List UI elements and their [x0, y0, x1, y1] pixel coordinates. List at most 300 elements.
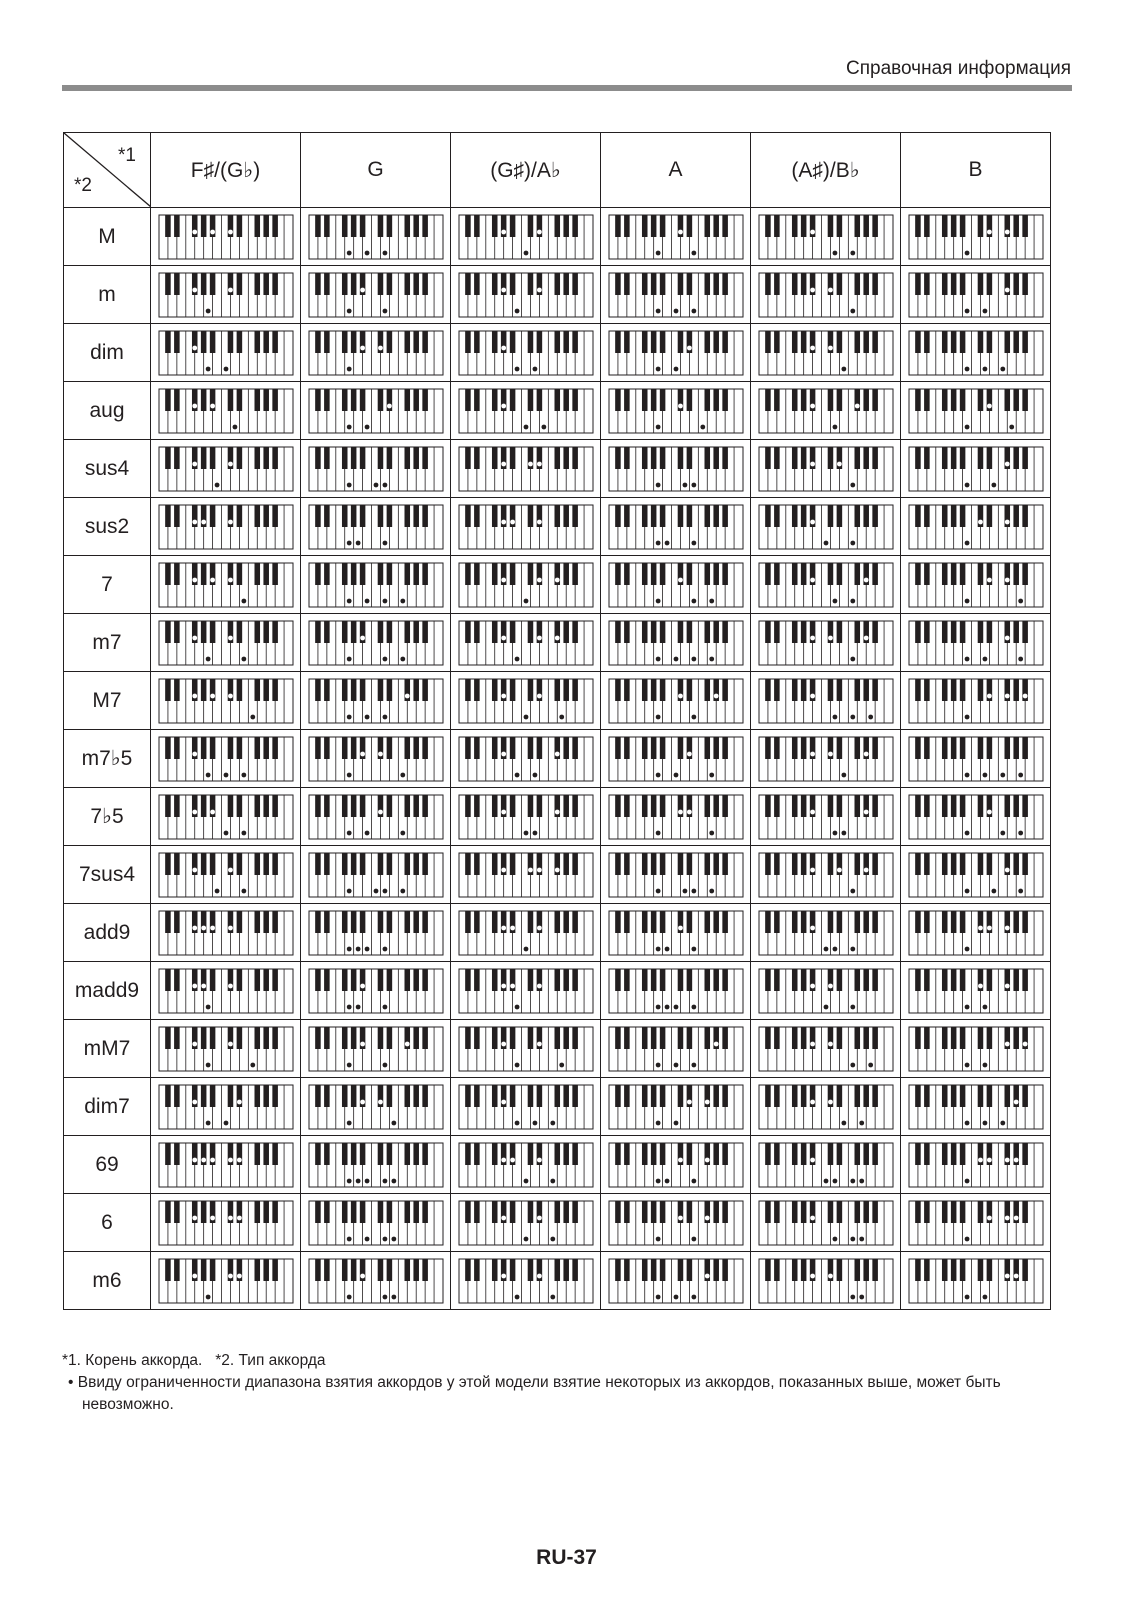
pressed-key-dot — [655, 946, 660, 951]
pressed-key-dot — [828, 751, 833, 756]
pressed-key-dot — [192, 345, 197, 350]
pressed-key-dot — [532, 830, 537, 835]
chord-diagram-cell — [901, 962, 1051, 1020]
chord-type-label: m7♭5 — [64, 730, 151, 788]
chord-diagram-cell — [301, 788, 451, 846]
pressed-key-dot — [678, 577, 683, 582]
keyboard-diagram — [908, 504, 1044, 550]
chord-diagram-cell — [901, 1252, 1051, 1310]
pressed-key-dot — [523, 714, 528, 719]
pressed-key-dot — [964, 830, 969, 835]
pressed-key-dot — [501, 1099, 506, 1104]
pressed-key-dot — [828, 287, 833, 292]
pressed-key-dot — [382, 308, 387, 313]
chord-diagram-cell — [301, 1136, 451, 1194]
keyboard-diagram — [458, 620, 594, 666]
keyboard-diagram — [608, 620, 744, 666]
pressed-key-dot — [541, 424, 546, 429]
pressed-key-dot — [550, 1120, 555, 1125]
keyboard-diagram — [308, 794, 444, 840]
chord-type-label: madd9 — [64, 962, 151, 1020]
keyboard-diagram — [458, 678, 594, 724]
pressed-key-dot — [841, 1120, 846, 1125]
pressed-key-dot — [360, 1099, 365, 1104]
pressed-key-dot — [1004, 461, 1009, 466]
pressed-key-dot — [523, 424, 528, 429]
keyboard-diagram — [158, 446, 294, 492]
chord-diagram-cell — [451, 730, 601, 788]
keyboard-diagram — [308, 330, 444, 376]
pressed-key-dot — [192, 1041, 197, 1046]
pressed-key-dot — [964, 540, 969, 545]
keyboard-diagram — [758, 736, 894, 782]
pressed-key-dot — [850, 1062, 855, 1067]
pressed-key-dot — [1004, 635, 1009, 640]
keyboard-diagram — [758, 1200, 894, 1246]
pressed-key-dot — [1000, 1120, 1005, 1125]
chord-diagram-cell — [601, 788, 751, 846]
chord-diagram-cell — [601, 266, 751, 324]
keyboard-diagram — [908, 562, 1044, 608]
pressed-key-dot — [673, 1004, 678, 1009]
pressed-key-dot — [237, 1099, 242, 1104]
pressed-key-dot — [210, 1157, 215, 1162]
pressed-key-dot — [964, 1004, 969, 1009]
pressed-key-dot — [346, 366, 351, 371]
pressed-key-dot — [514, 1120, 519, 1125]
keyboard-diagram — [158, 910, 294, 956]
pressed-key-dot — [863, 809, 868, 814]
chord-diagram-cell — [151, 556, 301, 614]
pressed-key-dot — [987, 577, 992, 582]
pressed-key-dot — [678, 925, 683, 930]
keyboard-diagram — [908, 852, 1044, 898]
pressed-key-dot — [382, 250, 387, 255]
pressed-key-dot — [1000, 772, 1005, 777]
chord-diagram-cell — [751, 614, 901, 672]
pressed-key-dot — [678, 1215, 683, 1220]
pressed-key-dot — [982, 308, 987, 313]
chord-type-row — [64, 1136, 1051, 1194]
chord-type-row — [64, 440, 1051, 498]
pressed-key-dot — [704, 1215, 709, 1220]
pressed-key-dot — [378, 751, 383, 756]
type-footnote-mark: *2 — [74, 175, 92, 196]
chord-diagram-cell — [151, 846, 301, 904]
pressed-key-dot — [655, 1004, 660, 1009]
pressed-key-dot — [863, 577, 868, 582]
keyboard-diagram — [608, 678, 744, 724]
pressed-key-dot — [691, 1294, 696, 1299]
pressed-key-dot — [205, 1120, 210, 1125]
keyboard-diagram — [458, 736, 594, 782]
chord-diagram-cell — [451, 324, 601, 382]
keyboard-diagram — [758, 1258, 894, 1304]
keyboard-diagram — [758, 446, 894, 492]
pressed-key-dot — [228, 1157, 233, 1162]
keyboard-diagram — [608, 388, 744, 434]
root-footnote-mark: *1 — [118, 145, 136, 166]
pressed-key-dot — [346, 772, 351, 777]
pressed-key-dot — [210, 1215, 215, 1220]
pressed-key-dot — [528, 461, 533, 466]
pressed-key-dot — [382, 1178, 387, 1183]
pressed-key-dot — [228, 1273, 233, 1278]
pressed-key-dot — [828, 1099, 833, 1104]
chord-diagram-cell — [901, 440, 1051, 498]
chord-type-label: m — [64, 266, 151, 324]
root-header-1: G — [301, 133, 451, 208]
chord-diagram-cell — [451, 556, 601, 614]
pressed-key-dot — [810, 287, 815, 292]
chord-type-label: mM7 — [64, 1020, 151, 1078]
keyboard-diagram — [458, 1258, 594, 1304]
pressed-key-dot — [687, 1099, 692, 1104]
keyboard-diagram — [158, 562, 294, 608]
keyboard-diagram — [758, 562, 894, 608]
chord-type-label: dim7 — [64, 1078, 151, 1136]
pressed-key-dot — [1018, 598, 1023, 603]
chord-diagram-cell — [451, 208, 601, 266]
pressed-key-dot — [655, 366, 660, 371]
pressed-key-dot — [655, 772, 660, 777]
pressed-key-dot — [192, 867, 197, 872]
root-header-3: A — [601, 133, 751, 208]
pressed-key-dot — [1004, 519, 1009, 524]
pressed-key-dot — [987, 1157, 992, 1162]
pressed-key-dot — [214, 888, 219, 893]
pressed-key-dot — [810, 345, 815, 350]
pressed-key-dot — [346, 424, 351, 429]
pressed-key-dot — [400, 656, 405, 661]
pressed-key-dot — [537, 1215, 542, 1220]
pressed-key-dot — [810, 693, 815, 698]
root-header-4: (A♯)/B♭ — [751, 133, 901, 208]
pressed-key-dot — [964, 250, 969, 255]
pressed-key-dot — [400, 598, 405, 603]
keyboard-diagram — [908, 330, 1044, 376]
chord-diagram-cell — [301, 962, 451, 1020]
chord-diagram-cell — [451, 1078, 601, 1136]
chord-diagram-cell — [451, 962, 601, 1020]
chord-diagram-cell — [451, 614, 601, 672]
pressed-key-dot — [404, 1041, 409, 1046]
chord-type-label: M — [64, 208, 151, 266]
pressed-key-dot — [664, 946, 669, 951]
chord-diagram-cell — [151, 962, 301, 1020]
chord-diagram-cell — [301, 1078, 451, 1136]
keyboard-diagram — [908, 272, 1044, 318]
chord-type-row — [64, 498, 1051, 556]
pressed-key-dot — [987, 693, 992, 698]
pressed-key-dot — [228, 1215, 233, 1220]
keyboard-diagram — [458, 1084, 594, 1130]
keyboard-diagram — [158, 1142, 294, 1188]
pressed-key-dot — [205, 1004, 210, 1009]
pressed-key-dot — [1009, 424, 1014, 429]
pressed-key-dot — [810, 925, 815, 930]
pressed-key-dot — [810, 983, 815, 988]
pressed-key-dot — [810, 1215, 815, 1220]
pressed-key-dot — [1004, 229, 1009, 234]
pressed-key-dot — [382, 946, 387, 951]
pressed-key-dot — [250, 1062, 255, 1067]
chord-diagram-cell — [601, 962, 751, 1020]
pressed-key-dot — [691, 946, 696, 951]
pressed-key-dot — [201, 983, 206, 988]
pressed-key-dot — [514, 772, 519, 777]
pressed-key-dot — [850, 656, 855, 661]
chord-diagram-cell — [151, 730, 301, 788]
chord-type-row — [64, 382, 1051, 440]
pressed-key-dot — [554, 751, 559, 756]
pressed-key-dot — [691, 714, 696, 719]
pressed-key-dot — [982, 1062, 987, 1067]
pressed-key-dot — [682, 888, 687, 893]
pressed-key-dot — [810, 461, 815, 466]
pressed-key-dot — [709, 888, 714, 893]
chord-diagram-cell — [901, 324, 1051, 382]
chord-diagram-cell — [601, 556, 751, 614]
pressed-key-dot — [501, 1215, 506, 1220]
pressed-key-dot — [537, 867, 542, 872]
keyboard-diagram — [908, 1084, 1044, 1130]
pressed-key-dot — [655, 656, 660, 661]
chord-diagram-cell — [301, 846, 451, 904]
pressed-key-dot — [382, 540, 387, 545]
pressed-key-dot — [205, 656, 210, 661]
chord-diagram-cell — [601, 1194, 751, 1252]
chord-diagram-cell — [601, 1252, 751, 1310]
pressed-key-dot — [532, 366, 537, 371]
pressed-key-dot — [1004, 1215, 1009, 1220]
keyboard-diagram — [758, 214, 894, 260]
pressed-key-dot — [192, 751, 197, 756]
pressed-key-dot — [850, 1004, 855, 1009]
chord-diagram-cell — [751, 962, 901, 1020]
pressed-key-dot — [1004, 1157, 1009, 1162]
keyboard-diagram — [458, 562, 594, 608]
pressed-key-dot — [501, 287, 506, 292]
chord-diagram-cell — [151, 788, 301, 846]
pressed-key-dot — [510, 1157, 515, 1162]
keyboard-diagram — [908, 736, 1044, 782]
pressed-key-dot — [346, 946, 351, 951]
chord-diagram-cell — [151, 324, 301, 382]
pressed-key-dot — [201, 1157, 206, 1162]
pressed-key-dot — [223, 772, 228, 777]
pressed-key-dot — [223, 1120, 228, 1125]
chord-diagram-cell — [151, 672, 301, 730]
pressed-key-dot — [982, 1120, 987, 1125]
pressed-key-dot — [991, 888, 996, 893]
pressed-key-dot — [828, 345, 833, 350]
pressed-key-dot — [346, 1004, 351, 1009]
pressed-key-dot — [810, 1041, 815, 1046]
pressed-key-dot — [391, 1120, 396, 1125]
pressed-key-dot — [828, 1273, 833, 1278]
pressed-key-dot — [501, 867, 506, 872]
chord-type-row — [64, 672, 1051, 730]
chord-diagram-cell — [451, 266, 601, 324]
pressed-key-dot — [841, 772, 846, 777]
chord-type-label: 7sus4 — [64, 846, 151, 904]
keyboard-diagram — [158, 272, 294, 318]
pressed-key-dot — [691, 1178, 696, 1183]
chord-diagram-cell — [901, 498, 1051, 556]
pressed-key-dot — [687, 809, 692, 814]
pressed-key-dot — [850, 714, 855, 719]
pressed-key-dot — [868, 1062, 873, 1067]
pressed-key-dot — [655, 308, 660, 313]
pressed-key-dot — [537, 229, 542, 234]
pressed-key-dot — [713, 693, 718, 698]
pressed-key-dot — [346, 656, 351, 661]
pressed-key-dot — [501, 403, 506, 408]
chord-type-row — [64, 324, 1051, 382]
pressed-key-dot — [382, 1004, 387, 1009]
chord-diagram-cell — [451, 788, 601, 846]
pressed-key-dot — [863, 751, 868, 756]
pressed-key-dot — [850, 1236, 855, 1241]
pressed-key-dot — [691, 482, 696, 487]
pressed-key-dot — [678, 1157, 683, 1162]
chord-diagram-cell — [451, 846, 601, 904]
pressed-key-dot — [501, 461, 506, 466]
pressed-key-dot — [501, 809, 506, 814]
pressed-key-dot — [1018, 656, 1023, 661]
keyboard-diagram — [758, 678, 894, 724]
pressed-key-dot — [964, 366, 969, 371]
pressed-key-dot — [982, 772, 987, 777]
pressed-key-dot — [228, 229, 233, 234]
chord-diagram-cell — [301, 382, 451, 440]
chord-diagram-cell — [901, 1194, 1051, 1252]
pressed-key-dot — [228, 867, 233, 872]
keyboard-diagram — [458, 214, 594, 260]
chord-type-label: 7 — [64, 556, 151, 614]
chord-type-row — [64, 1194, 1051, 1252]
pressed-key-dot — [1022, 693, 1027, 698]
pressed-key-dot — [837, 867, 842, 872]
chord-diagram-cell — [601, 1136, 751, 1194]
chord-diagram-cell — [301, 556, 451, 614]
pressed-key-dot — [355, 946, 360, 951]
pressed-key-dot — [205, 308, 210, 313]
pressed-key-dot — [532, 772, 537, 777]
pressed-key-dot — [537, 461, 542, 466]
chord-diagram-cell — [751, 324, 901, 382]
keyboard-diagram — [608, 852, 744, 898]
pressed-key-dot — [346, 888, 351, 893]
keyboard-diagram — [458, 910, 594, 956]
pressed-key-dot — [1004, 925, 1009, 930]
chord-diagram-cell — [151, 498, 301, 556]
pressed-key-dot — [523, 1236, 528, 1241]
pressed-key-dot — [832, 1178, 837, 1183]
keyboard-diagram — [908, 794, 1044, 840]
pressed-key-dot — [501, 1157, 506, 1162]
pressed-key-dot — [859, 1236, 864, 1241]
pressed-key-dot — [364, 424, 369, 429]
pressed-key-dot — [655, 598, 660, 603]
pressed-key-dot — [673, 1062, 678, 1067]
pressed-key-dot — [391, 1294, 396, 1299]
chord-diagram-cell — [451, 440, 601, 498]
pressed-key-dot — [709, 772, 714, 777]
pressed-key-dot — [655, 1120, 660, 1125]
pressed-key-dot — [704, 1273, 709, 1278]
pressed-key-dot — [537, 1041, 542, 1046]
pressed-key-dot — [1022, 1041, 1027, 1046]
pressed-key-dot — [982, 1294, 987, 1299]
pressed-key-dot — [537, 287, 542, 292]
chord-diagram-cell — [601, 382, 751, 440]
chord-diagram-cell — [901, 382, 1051, 440]
keyboard-diagram — [308, 968, 444, 1014]
chord-diagram-cell — [151, 1252, 301, 1310]
pressed-key-dot — [346, 482, 351, 487]
table-corner-cell — [64, 133, 151, 208]
keyboard-diagram — [158, 968, 294, 1014]
keyboard-diagram — [308, 1142, 444, 1188]
pressed-key-dot — [360, 751, 365, 756]
pressed-key-dot — [1004, 867, 1009, 872]
keyboard-diagram — [908, 1200, 1044, 1246]
pressed-key-dot — [828, 1041, 833, 1046]
keyboard-diagram — [308, 562, 444, 608]
pressed-key-dot — [655, 424, 660, 429]
pressed-key-dot — [964, 946, 969, 951]
chord-diagram-cell — [601, 672, 751, 730]
pressed-key-dot — [673, 772, 678, 777]
keyboard-diagram — [908, 1258, 1044, 1304]
pressed-key-dot — [501, 925, 506, 930]
chord-type-label: sus4 — [64, 440, 151, 498]
keyboard-diagram — [158, 794, 294, 840]
keyboard-diagram — [158, 1258, 294, 1304]
footnote-range-note — [62, 1372, 1072, 1416]
keyboard-diagram — [458, 1200, 594, 1246]
keyboard-diagram — [158, 214, 294, 260]
pressed-key-dot — [1004, 983, 1009, 988]
keyboard-diagram — [758, 852, 894, 898]
chord-diagram-cell — [301, 498, 451, 556]
chord-diagram-cell — [751, 788, 901, 846]
pressed-key-dot — [1004, 577, 1009, 582]
pressed-key-dot — [382, 714, 387, 719]
pressed-key-dot — [1004, 1273, 1009, 1278]
pressed-key-dot — [810, 1157, 815, 1162]
pressed-key-dot — [554, 577, 559, 582]
keyboard-diagram — [458, 968, 594, 1014]
keyboard-diagram — [608, 1200, 744, 1246]
chord-diagram-cell — [451, 382, 601, 440]
pressed-key-dot — [537, 577, 542, 582]
pressed-key-dot — [673, 1294, 678, 1299]
pressed-key-dot — [863, 635, 868, 640]
pressed-key-dot — [228, 519, 233, 524]
pressed-key-dot — [655, 830, 660, 835]
pressed-key-dot — [964, 1062, 969, 1067]
pressed-key-dot — [210, 693, 215, 698]
pressed-key-dot — [1013, 1099, 1018, 1104]
pressed-key-dot — [360, 345, 365, 350]
pressed-key-dot — [510, 519, 515, 524]
pressed-key-dot — [360, 1273, 365, 1278]
root-header-5: B — [901, 133, 1051, 208]
pressed-key-dot — [382, 656, 387, 661]
